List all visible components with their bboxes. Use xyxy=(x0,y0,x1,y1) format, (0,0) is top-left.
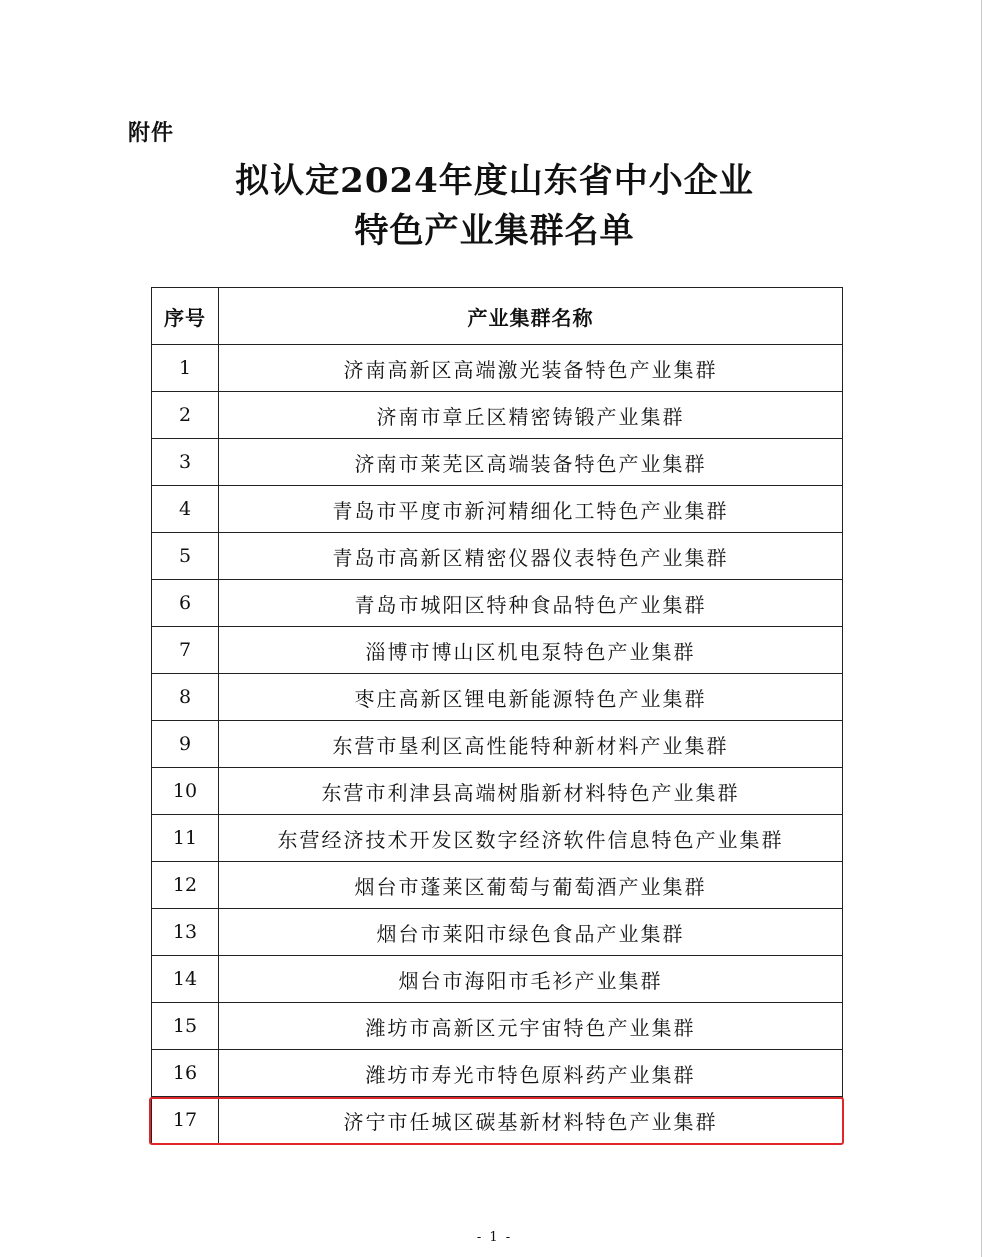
row-number: 4 xyxy=(152,486,219,533)
row-number: 14 xyxy=(152,956,219,1003)
cluster-name: 济南市章丘区精密铸锻产业集群 xyxy=(219,392,843,439)
cluster-name: 潍坊市寿光市特色原料药产业集群 xyxy=(219,1050,843,1097)
cluster-name: 淄博市博山区机电泵特色产业集群 xyxy=(219,627,843,674)
table-row xyxy=(152,533,843,580)
row-number: 11 xyxy=(152,815,219,862)
cluster-name: 青岛市平度市新河精细化工特色产业集群 xyxy=(219,486,843,533)
row-number: 5 xyxy=(152,533,219,580)
table-row xyxy=(152,439,843,486)
page-number: - 1 - xyxy=(476,1230,513,1245)
cluster-name: 烟台市海阳市毛衫产业集群 xyxy=(219,956,843,1003)
table-row xyxy=(152,956,843,1003)
row-number: 2 xyxy=(152,392,219,439)
cluster-name: 青岛市城阳区特种食品特色产业集群 xyxy=(219,580,843,627)
row-number: 15 xyxy=(152,1003,219,1050)
cluster-name: 济南高新区高端激光装备特色产业集群 xyxy=(219,345,843,392)
table-row xyxy=(152,815,843,862)
row-number: 17 xyxy=(152,1097,219,1144)
title-line-1: 拟认定2024年度山东省中小企业 xyxy=(235,161,754,201)
table-row xyxy=(152,674,843,721)
table-header-row xyxy=(152,288,843,345)
title-line-2: 特色产业集群名单 xyxy=(354,211,635,251)
cluster-name: 烟台市莱阳市绿色食品产业集群 xyxy=(219,909,843,956)
row-number: 10 xyxy=(152,768,219,815)
table-row-highlighted xyxy=(152,1097,843,1144)
document-title xyxy=(0,156,989,256)
table-row xyxy=(152,392,843,439)
row-number: 12 xyxy=(152,862,219,909)
cluster-list-table xyxy=(151,287,843,1144)
row-number: 7 xyxy=(152,627,219,674)
header-cluster-name: 产业集群名称 xyxy=(219,288,843,345)
table-row xyxy=(152,580,843,627)
row-number: 8 xyxy=(152,674,219,721)
row-number: 16 xyxy=(152,1050,219,1097)
table-row xyxy=(152,862,843,909)
cluster-name: 东营经济技术开发区数字经济软件信息特色产业集群 xyxy=(219,815,843,862)
row-number: 3 xyxy=(152,439,219,486)
cluster-name: 济宁市任城区碳基新材料特色产业集群 xyxy=(219,1097,843,1144)
table-row xyxy=(152,721,843,768)
table-row xyxy=(152,345,843,392)
cluster-name: 潍坊市高新区元宇宙特色产业集群 xyxy=(219,1003,843,1050)
cluster-name: 烟台市蓬莱区葡萄与葡萄酒产业集群 xyxy=(219,862,843,909)
table-row xyxy=(152,768,843,815)
table-row xyxy=(152,1050,843,1097)
table-row xyxy=(152,909,843,956)
cluster-name: 济南市莱芜区高端装备特色产业集群 xyxy=(219,439,843,486)
cluster-name: 东营市垦利区高性能特种新材料产业集群 xyxy=(219,721,843,768)
row-number: 6 xyxy=(152,580,219,627)
cluster-name: 枣庄高新区锂电新能源特色产业集群 xyxy=(219,674,843,721)
table-row xyxy=(152,486,843,533)
cluster-name: 东营市利津县高端树脂新材料特色产业集群 xyxy=(219,768,843,815)
attachment-label: 附件 xyxy=(128,121,175,146)
header-serial-number: 序号 xyxy=(152,288,219,345)
row-number: 1 xyxy=(152,345,219,392)
cluster-name: 青岛市高新区精密仪器仪表特色产业集群 xyxy=(219,533,843,580)
table-row xyxy=(152,627,843,674)
table-row xyxy=(152,1003,843,1050)
row-number: 9 xyxy=(152,721,219,768)
row-number: 13 xyxy=(152,909,219,956)
